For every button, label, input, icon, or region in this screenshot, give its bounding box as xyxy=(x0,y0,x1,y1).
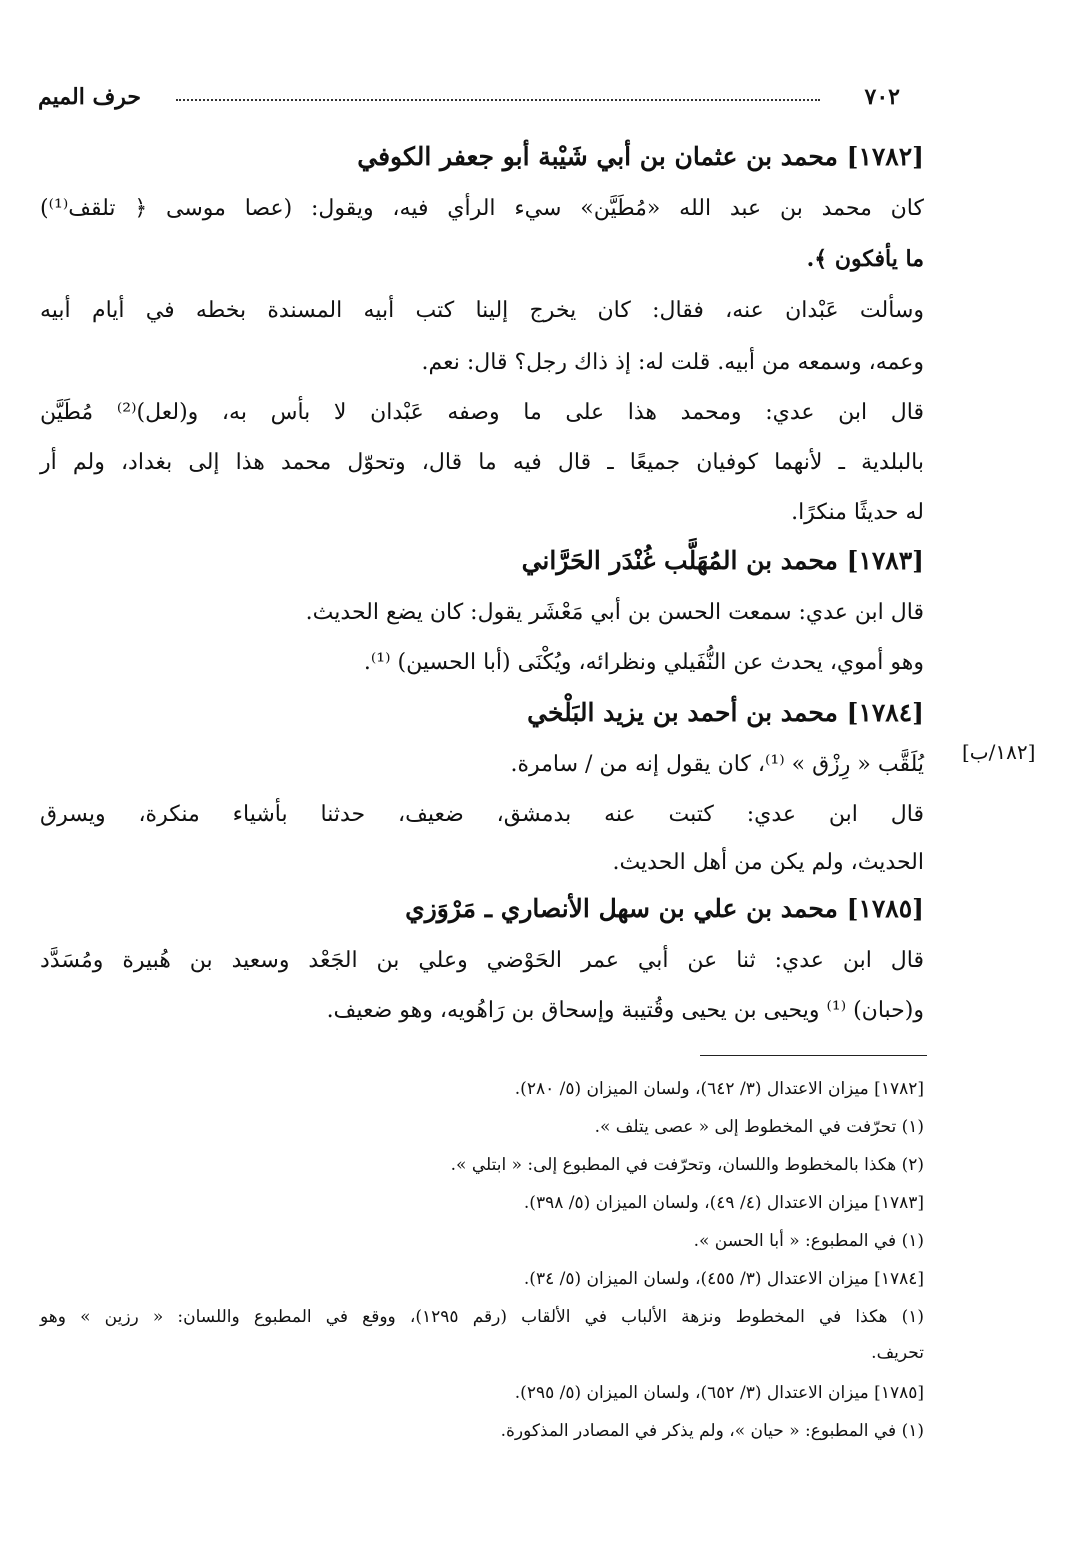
footnote: [١٧٨٥] ميزان الاعتدال (٣/ ٦٥٢)، ولسان الميزان (٥/ ٢٩٥). xyxy=(514,1383,924,1403)
manuscript-folio-marker: [١٨٢/ب] xyxy=(962,740,1036,764)
entry-heading-1783: [١٧٨٣] محمد بن المُهَلَّب غُنْدَر الحَرَّاني xyxy=(521,546,924,575)
entry-heading-1784: [١٧٨٤] محمد بن أحمد بن يزيد البَلْخي xyxy=(527,698,924,727)
text-line: وسألت عَبْدان عنه، فقال: كان يخرج إلينا كتب أبيه المسندة بخطه في أيام أبيه xyxy=(40,298,924,323)
footnote-separator xyxy=(700,1055,927,1056)
text-line: قال ابن عدي: سمعت الحسن بن أبي مَعْشَر يقول: كان يضع الحديث. xyxy=(305,600,924,625)
footnote: [١٧٨٤] ميزان الاعتدال (٣/ ٤٥٥)، ولسان الميزان (٥/ ٣٤). xyxy=(523,1269,924,1289)
page-number: ٧٠٢ xyxy=(864,84,900,110)
footnote: (١) في المطبوع: « أبا الحسن ». xyxy=(693,1231,924,1251)
text-line: كان محمد بن عبد الله «مُطَيَّن» سيء الرأي فيه، ويقول: (عصا موسى ﴿ تلقف⁽¹⁾) xyxy=(40,196,924,221)
text-line: قال ابن عدي: كتبت عنه بدمشق، ضعيف، حدثنا بأشياء منكرة، ويسرق xyxy=(40,802,924,827)
text-line: له حديثًا منكرًا. xyxy=(791,500,924,525)
header-dotted-rule xyxy=(176,99,820,101)
page-header xyxy=(38,78,900,118)
text-line: وهو أموي، يحدث عن النُّفَيلي ونظرائه، ويُكْنَى (أبا الحسين) ⁽¹⁾. xyxy=(363,650,924,675)
footnote-continuation: تحريف. xyxy=(871,1343,924,1363)
footnote: [١٧٨٣] ميزان الاعتدال (٤/ ٤٩)، ولسان الميزان (٥/ ٣٩٨). xyxy=(523,1193,924,1213)
footnote: (١) هكذا في المخطوط ونزهة الألباب في الألقاب (رقم ١٢٩٥)، ووقع في المطبوع واللسان: « رزين » وهو xyxy=(40,1307,924,1327)
entry-heading-1785: [١٧٨٥] محمد بن علي بن سهل الأنصاري ـ مَرْوَزي xyxy=(405,894,924,923)
text-line: يُلَقَّب « رِزْق » ⁽¹⁾، كان يقول إنه من / سامرة. xyxy=(510,752,924,777)
text-line: و(حبان) ⁽¹⁾ ويحيى بن يحيى وقُتيبة وإسحاق بن رَاهُويه، وهو ضعيف. xyxy=(326,998,924,1023)
text-line: ما يأفكون ﴾. xyxy=(806,246,924,272)
footnote: (٢) هكذا بالمخطوط واللسان، وتحرّفت في المطبوع إلى: « ابتلي ». xyxy=(450,1155,924,1175)
footnote: [١٧٨٢] ميزان الاعتدال (٣/ ٦٤٢)، ولسان الميزان (٥/ ٢٨٠). xyxy=(514,1079,924,1099)
entry-heading-1782: [١٧٨٢] محمد بن عثمان بن أبي شَيْبة أبو جعفر الكوفي xyxy=(357,142,924,171)
footnote: (١) في المطبوع: « حيان »، ولم يذكر في المصادر المذكورة. xyxy=(500,1421,924,1441)
text-line: بالبلدية ـ لأنهما كوفيان جميعًا ـ قال فيه ما قال، وتحوّل محمد هذا إلى بغداد، ولم أر xyxy=(40,450,924,475)
text-line: قال ابن عدي: ومحمد هذا على ما وصفه عَبْدان لا بأس به، و(لعل)⁽²⁾ مُطَيَّن xyxy=(40,400,924,425)
text-line: الحديث، ولم يكن من أهل الحديث. xyxy=(612,850,924,875)
chapter-title: حرف الميم xyxy=(38,84,142,110)
footnote: (١) تحرّفت في المخطوط إلى « عصى يتلف ». xyxy=(594,1117,924,1137)
text-line: قال ابن عدي: ثنا عن أبي عمر الحَوْضي وعلي بن الجَعْد وسعيد بن هُبيرة ومُسَدَّد xyxy=(40,948,924,973)
text-line: وعمه، وسمعه من أبيه. قلت له: إذ ذاك رجل؟ قال: نعم. xyxy=(421,350,924,375)
